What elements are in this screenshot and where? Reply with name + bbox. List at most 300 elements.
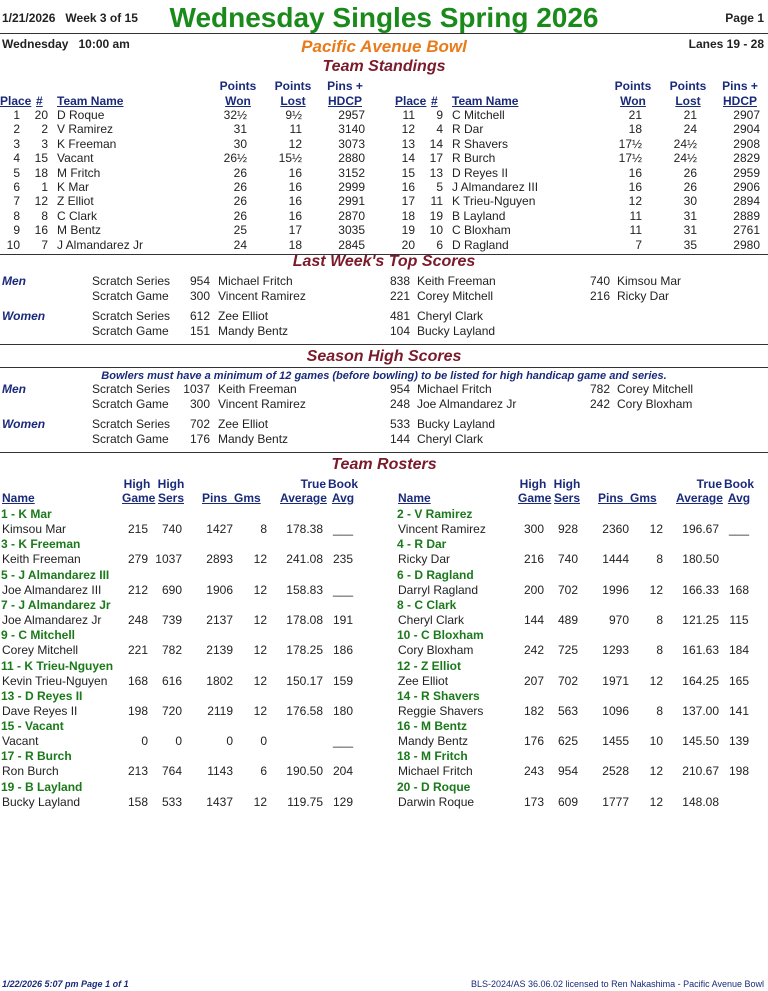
roster-book-average: 139: [728, 734, 750, 749]
standing-team-number: 14: [429, 136, 443, 151]
roster-book-average: 204: [332, 764, 354, 779]
roster-high-game: 144: [523, 612, 544, 627]
standing-points-won: 18: [628, 122, 642, 137]
roster-high-game: 198: [127, 703, 148, 718]
pins-hdcp-header-top: Pins +: [722, 79, 758, 93]
standing-place: 20: [401, 237, 415, 252]
roster-book-average: 180: [332, 703, 354, 718]
roster-book-average: 186: [332, 643, 354, 658]
roster-bowler-name: Ron Burch: [2, 764, 59, 779]
roster-games: 8: [656, 612, 663, 627]
standing-pins-hdcp: 2880: [338, 151, 365, 166]
standing-points-won: 17½: [618, 136, 642, 151]
roster-games: 0: [260, 734, 267, 749]
roster-true-average: 210.67: [682, 764, 719, 779]
standing-team-name: K Trieu-Nguyen: [452, 194, 536, 209]
roster-bowler-name: Cory Bloxham: [398, 643, 474, 658]
roster-team-name: 3 - K Freeman: [1, 537, 81, 552]
roster-true-average: 196.67: [682, 522, 719, 536]
points-lost-header-top: Points: [274, 79, 312, 93]
standing-pins-hdcp: 3073: [338, 136, 365, 151]
roster-team-name: 18 - M Fritch: [397, 749, 468, 764]
roster-true-average: 164.25: [682, 673, 719, 688]
roster-bowler-name: Vincent Ramirez: [398, 522, 486, 536]
standing-points-lost: 31: [683, 208, 697, 223]
score-value: 176: [189, 432, 210, 446]
bowler-name: Keith Freeman: [417, 274, 496, 288]
score-value: 144: [389, 432, 410, 446]
standing-team-name: V Ramirez: [57, 122, 114, 137]
standing-place: 6: [13, 180, 20, 194]
group-label-women: Women: [2, 417, 46, 431]
roster-bowler-name: Kimsou Mar: [2, 522, 67, 536]
roster-team-name: 2 - V Ramirez: [397, 507, 473, 521]
true-average-header: Average: [280, 491, 327, 505]
high-series-header: Sers: [157, 491, 185, 505]
points-lost-header: Lost: [675, 94, 701, 108]
roster-pins: 1444: [602, 552, 629, 567]
roster-high-game: 216: [523, 552, 544, 567]
roster-high-game: 215: [127, 522, 148, 536]
roster-true-average: 241.08: [286, 552, 323, 567]
roster-games: 8: [656, 552, 663, 567]
roster-bowler-name: Cheryl Clark: [398, 612, 465, 627]
roster-true-average: 158.83: [286, 582, 323, 597]
roster-pins: 2119: [207, 703, 233, 718]
points-lost-header: Lost: [280, 94, 306, 108]
roster-pins: 2139: [206, 643, 233, 658]
standing-team-name: C Clark: [57, 208, 98, 223]
season-high-end-rule: [0, 452, 768, 453]
high-series-header-top: High: [157, 477, 185, 491]
roster-high-series: 616: [161, 673, 182, 688]
score-value: 300: [189, 289, 210, 303]
standing-place: 4: [13, 151, 20, 166]
group-label-men: Men: [2, 382, 26, 396]
standing-team-name: K Freeman: [57, 136, 117, 151]
standing-team-number: 6: [436, 237, 443, 252]
roster-book-average: 198: [728, 764, 750, 779]
points-won-header-top: Points: [219, 79, 257, 93]
roster-high-game: 300: [523, 522, 544, 536]
roster-high-game: 213: [127, 764, 148, 779]
standing-points-won: 24: [233, 237, 247, 252]
standing-points-lost: 24½: [673, 136, 697, 151]
roster-bowler-name: Bucky Layland: [2, 794, 81, 809]
standing-team-name: J Almandarez III: [452, 180, 539, 194]
roster-games: 12: [253, 794, 267, 809]
roster-bowler-name: Mandy Bentz: [398, 734, 469, 749]
roster-pins: 0: [226, 734, 233, 749]
roster-book-average: 165: [728, 673, 750, 688]
roster-bowler-name: Dave Reyes II: [2, 703, 78, 718]
bowler-name: Zee Elliot: [218, 309, 269, 323]
roster-high-series: 720: [161, 703, 182, 718]
standing-team-name: M Fritch: [57, 165, 101, 180]
roster-bowler-name: Reggie Shavers: [398, 703, 484, 718]
roster-true-average: 145.50: [682, 734, 719, 749]
pins-games-header: Pins Gms: [202, 491, 261, 505]
team-name-header: Team Name: [452, 94, 519, 108]
roster-pins: 2528: [602, 764, 629, 779]
roster-bowler-name: Michael Fritch: [398, 764, 473, 779]
roster-pins: 2137: [206, 612, 233, 627]
bowler-name: Mandy Bentz: [218, 432, 289, 446]
standing-team-name: R Dar: [452, 122, 484, 137]
bowler-name: Michael Fritch: [218, 274, 293, 288]
standing-points-lost: 18: [288, 237, 302, 252]
roster-high-series: 725: [557, 643, 578, 658]
header-rule: [0, 33, 768, 34]
roster-pins: 2893: [206, 552, 233, 567]
high-game-header: Game: [122, 491, 156, 505]
standing-points-lost: 16: [288, 165, 302, 180]
standing-place: 12: [401, 122, 415, 137]
roster-team-name: 1 - K Mar: [1, 507, 52, 521]
roster-true-average: 176.58: [286, 703, 323, 718]
roster-high-game: 248: [127, 612, 148, 627]
score-category: Scratch Game: [92, 397, 169, 411]
place-header: Place: [395, 94, 427, 108]
standing-points-lost: 24½: [673, 151, 697, 166]
roster-high-series: 739: [161, 612, 182, 627]
roster-team-name: 5 - J Almandarez III: [1, 567, 110, 582]
bowler-name: Mandy Bentz: [218, 324, 289, 338]
roster-true-average: 178.08: [286, 612, 323, 627]
standing-pins-hdcp: 3152: [338, 165, 365, 180]
score-category: Scratch Series: [92, 309, 171, 323]
standing-points-lost: 12: [288, 136, 302, 151]
standing-team-number: 3: [41, 136, 48, 151]
roster-true-average: 161.63: [682, 643, 719, 658]
bowler-name: Michael Fritch: [417, 382, 492, 396]
standing-place: 9: [13, 223, 20, 238]
roster-high-game: 221: [127, 643, 148, 658]
roster-book-average: ___: [332, 582, 354, 597]
bowler-name: Corey Mitchell: [417, 289, 494, 303]
roster-bowler-name: Joe Almandarez Jr: [2, 612, 102, 627]
roster-high-game: 212: [127, 582, 148, 597]
standing-points-won: 26: [233, 165, 247, 180]
standing-team-number: 4: [436, 122, 443, 137]
standing-place: 13: [401, 136, 415, 151]
standing-points-won: 16: [628, 165, 642, 180]
roster-high-series: 1037: [155, 552, 182, 567]
standing-team-name: R Burch: [452, 151, 496, 166]
standing-team-number: 19: [429, 208, 443, 223]
score-value: 481: [389, 309, 410, 323]
roster-pins: 1455: [602, 734, 629, 749]
book-avg-header-top: Book: [724, 477, 754, 491]
roster-high-game: 243: [523, 764, 544, 779]
bowler-name: Joe Almandarez Jr: [417, 397, 517, 411]
standing-points-lost: 26: [683, 165, 697, 180]
score-value: 740: [589, 274, 610, 288]
standing-place: 1: [13, 108, 20, 122]
roster-true-average: 121.25: [682, 612, 719, 627]
points-won-header: Won: [620, 94, 646, 108]
roster-games: 12: [253, 643, 267, 658]
roster-bowler-name: Ricky Dar: [398, 552, 451, 567]
roster-high-game: 168: [127, 673, 148, 688]
roster-team-name: 9 - C Mitchell: [1, 628, 76, 643]
roster-games: 8: [656, 643, 663, 658]
roster-team-name: 7 - J Almandarez Jr: [1, 597, 111, 612]
standing-points-lost: 11: [289, 122, 302, 137]
standing-team-number: 12: [34, 194, 48, 209]
roster-book-average: 115: [729, 612, 749, 627]
roster-high-series: 928: [557, 522, 578, 536]
standing-pins-hdcp: 2761: [733, 223, 760, 238]
standing-place: 3: [13, 136, 20, 151]
score-value: 702: [189, 417, 210, 431]
bowler-name: Keith Freeman: [218, 382, 297, 396]
standing-pins-hdcp: 3140: [338, 122, 365, 137]
roster-bowler-name: Corey Mitchell: [2, 643, 79, 658]
group-label-women: Women: [2, 309, 46, 323]
roster-pins: 970: [608, 612, 629, 627]
roster-pins: 1971: [602, 673, 629, 688]
roster-games: 12: [253, 673, 267, 688]
standing-points-won: 11: [629, 208, 642, 223]
standing-pins-hdcp: 2906: [733, 180, 760, 194]
standing-team-number: 18: [34, 165, 48, 180]
roster-high-series: 489: [557, 612, 578, 627]
standing-pins-hdcp: 2894: [733, 194, 760, 209]
standing-points-lost: 35: [683, 237, 697, 252]
roster-team-name: 13 - D Reyes II: [1, 688, 83, 703]
standing-team-number: 16: [34, 223, 48, 238]
roster-team-name: 4 - R Dar: [397, 537, 447, 552]
roster-team-name: 17 - R Burch: [1, 749, 72, 764]
roster-games: 12: [253, 552, 267, 567]
footer-printed: 1/22/2026 5:07 pm Page 1 of 1: [2, 979, 129, 989]
roster-book-average: ___: [728, 522, 750, 536]
standing-place: 16: [401, 180, 415, 194]
points-won-header-top: Points: [614, 79, 652, 93]
standing-team-number: 11: [430, 194, 443, 209]
standing-team-number: 7: [41, 237, 48, 252]
high-game-header: Game: [518, 491, 552, 505]
roster-games: 12: [253, 582, 267, 597]
roster-team-name: 6 - D Ragland: [397, 567, 474, 582]
standings-title: Team Standings: [322, 58, 446, 75]
roster-pins: 1777: [602, 794, 629, 809]
score-value: 221: [389, 289, 410, 303]
standing-team-number: 1: [41, 180, 48, 194]
high-game-header-top: High: [123, 477, 151, 491]
standing-points-won: 17½: [618, 151, 642, 166]
roster-true-average: 166.33: [682, 582, 719, 597]
standing-points-lost: 16: [288, 208, 302, 223]
roster-games: 12: [649, 764, 663, 779]
standing-pins-hdcp: 2999: [338, 180, 365, 194]
standing-pins-hdcp: 2957: [338, 108, 365, 122]
day-time: Wednesday 10:00 am: [2, 37, 130, 51]
roster-high-series: 625: [557, 734, 578, 749]
roster-bowler-name: Joe Almandarez III: [2, 582, 102, 597]
score-value: 248: [389, 397, 410, 411]
roster-team-name: 10 - C Bloxham: [397, 628, 484, 643]
standing-team-number: 17: [429, 151, 443, 166]
bowler-name: Vincent Ramirez: [218, 397, 306, 411]
roster-team-name: 20 - D Roque: [397, 779, 471, 794]
standing-team-name: D Ragland: [452, 237, 509, 252]
roster-bowler-name: Darwin Roque: [398, 794, 475, 809]
standing-pins-hdcp: 2907: [733, 108, 760, 122]
roster-high-series: 702: [557, 582, 578, 597]
standing-place: 2: [13, 122, 20, 137]
roster-pins: 1437: [206, 794, 233, 809]
center-name: Pacific Avenue Bowl: [301, 37, 467, 56]
roster-games: 12: [649, 794, 663, 809]
true-average-header-top: True: [300, 477, 326, 491]
score-value: 104: [389, 324, 410, 338]
standing-team-name: K Mar: [57, 180, 90, 194]
roster-pins: 1906: [206, 582, 233, 597]
book-avg-header: Avg: [331, 491, 355, 505]
roster-pins: 1427: [206, 522, 233, 536]
roster-book-average: 129: [332, 794, 354, 809]
roster-team-name: 15 - Vacant: [1, 719, 64, 734]
roster-true-average: 119.75: [287, 794, 323, 809]
roster-high-game: 200: [523, 582, 544, 597]
roster-true-average: 178.38: [286, 522, 323, 536]
standing-place: 17: [401, 194, 415, 209]
score-value: 612: [189, 309, 210, 323]
roster-high-series: 954: [557, 764, 578, 779]
points-lost-header-top: Points: [669, 79, 707, 93]
score-value: 216: [589, 289, 610, 303]
roster-book-average: 184: [728, 643, 750, 658]
roster-book-average: 141: [728, 703, 750, 718]
roster-team-name: 12 - Z Elliot: [397, 658, 462, 673]
week-label: Week 3 of 15: [65, 11, 138, 25]
standing-points-won: 31: [233, 122, 247, 137]
footer-license: BLS-2024/AS 36.06.02 licensed to Ren Nakashima - Pacific Avenue Bowl: [470, 979, 764, 989]
score-value: 151: [189, 324, 210, 338]
standing-pins-hdcp: 3035: [338, 223, 365, 238]
roster-high-series: 702: [557, 673, 578, 688]
score-value: 300: [189, 397, 210, 411]
standing-points-lost: 9½: [285, 108, 302, 122]
standing-team-name: R Shavers: [452, 136, 509, 151]
standing-team-number: 8: [41, 208, 48, 223]
high-game-header-top: High: [519, 477, 547, 491]
standing-team-name: J Almandarez Jr: [57, 237, 144, 252]
roster-high-game: 242: [523, 643, 544, 658]
standing-team-name: Z Elliot: [57, 194, 94, 209]
standing-place: 15: [401, 165, 415, 180]
roster-true-average: 190.50: [286, 764, 323, 779]
group-label-men: Men: [2, 274, 26, 288]
standing-team-number: 9: [436, 108, 443, 122]
season-high-title: Season High Scores: [306, 348, 462, 365]
standing-pins-hdcp: 2870: [338, 208, 365, 223]
pins-hdcp-header-top: Pins +: [327, 79, 363, 93]
score-category: Scratch Series: [92, 417, 171, 431]
number-header: #: [431, 94, 438, 108]
pins-hdcp-header: HDCP: [722, 94, 757, 108]
standing-points-lost: 24: [683, 122, 697, 137]
team-name-header: Team Name: [57, 94, 124, 108]
standing-points-won: 11: [629, 223, 642, 238]
roster-team-name: 8 - C Clark: [397, 597, 457, 612]
standing-team-name: Vacant: [57, 151, 94, 166]
standing-team-number: 20: [34, 108, 48, 122]
roster-games: 12: [649, 522, 663, 536]
standing-points-lost: 16: [288, 180, 302, 194]
standing-team-name: C Bloxham: [452, 223, 511, 238]
standing-pins-hdcp: 2908: [733, 136, 760, 151]
roster-games: 8: [656, 703, 663, 718]
roster-high-series: 563: [557, 703, 578, 718]
standing-pins-hdcp: 2845: [338, 237, 365, 252]
roster-team-name: 16 - M Bentz: [397, 719, 468, 734]
roster-high-series: 533: [161, 794, 182, 809]
roster-team-name: 11 - K Trieu-Nguyen: [1, 658, 114, 673]
roster-bowler-name: Zee Elliot: [398, 673, 449, 688]
roster-high-series: 782: [161, 643, 182, 658]
standing-points-lost: 17: [288, 223, 302, 238]
bowler-name: Bucky Layland: [417, 324, 496, 338]
bowler-name: Vincent Ramirez: [218, 289, 306, 303]
report-date: 1/21/2026: [2, 11, 56, 25]
standing-points-won: 7: [635, 237, 642, 252]
standing-points-won: 16: [628, 180, 642, 194]
standing-points-won: 26½: [223, 151, 247, 166]
standing-team-number: 13: [429, 165, 443, 180]
high-series-header-top: High: [553, 477, 581, 491]
standing-place: 14: [401, 151, 415, 166]
roster-high-series: 740: [557, 552, 578, 567]
name-header: Name: [2, 491, 35, 505]
standing-place: 7: [13, 194, 20, 209]
standing-points-won: 25: [233, 223, 247, 238]
bowler-name: Kimsou Mar: [617, 274, 682, 288]
roster-pins: 2360: [602, 522, 629, 536]
standing-points-lost: 16: [288, 194, 302, 209]
standing-pins-hdcp: 2980: [733, 237, 760, 252]
roster-high-game: 176: [523, 734, 544, 749]
pins-games-header: Pins Gms: [598, 491, 657, 505]
standing-points-won: 26: [233, 194, 247, 209]
lanes-label: Lanes 19 - 28: [688, 37, 764, 51]
standing-place: 5: [13, 165, 20, 180]
roster-games: 12: [649, 673, 663, 688]
standing-team-number: 2: [41, 122, 48, 137]
roster-bowler-name: Vacant: [2, 734, 39, 749]
standing-team-name: D Reyes II: [452, 165, 509, 180]
roster-high-game: 207: [523, 673, 544, 688]
book-avg-header-top: Book: [328, 477, 358, 491]
roster-book-average: 191: [332, 612, 354, 627]
true-average-header: Average: [676, 491, 723, 505]
roster-pins: 1143: [207, 764, 233, 779]
roster-high-game: 279: [127, 552, 148, 567]
roster-games: 8: [260, 522, 267, 536]
standing-pins-hdcp: 2904: [733, 122, 760, 137]
score-value: 242: [589, 397, 610, 411]
standing-points-lost: 31: [683, 223, 697, 238]
roster-games: 12: [253, 612, 267, 627]
bowler-name: Cory Bloxham: [617, 397, 693, 411]
roster-true-average: 150.17: [286, 673, 323, 688]
roster-high-game: 158: [127, 794, 148, 809]
bowler-name: Ricky Dar: [617, 289, 670, 303]
points-won-header: Won: [225, 94, 251, 108]
league-title: Wednesday Singles Spring 2026: [169, 2, 599, 33]
